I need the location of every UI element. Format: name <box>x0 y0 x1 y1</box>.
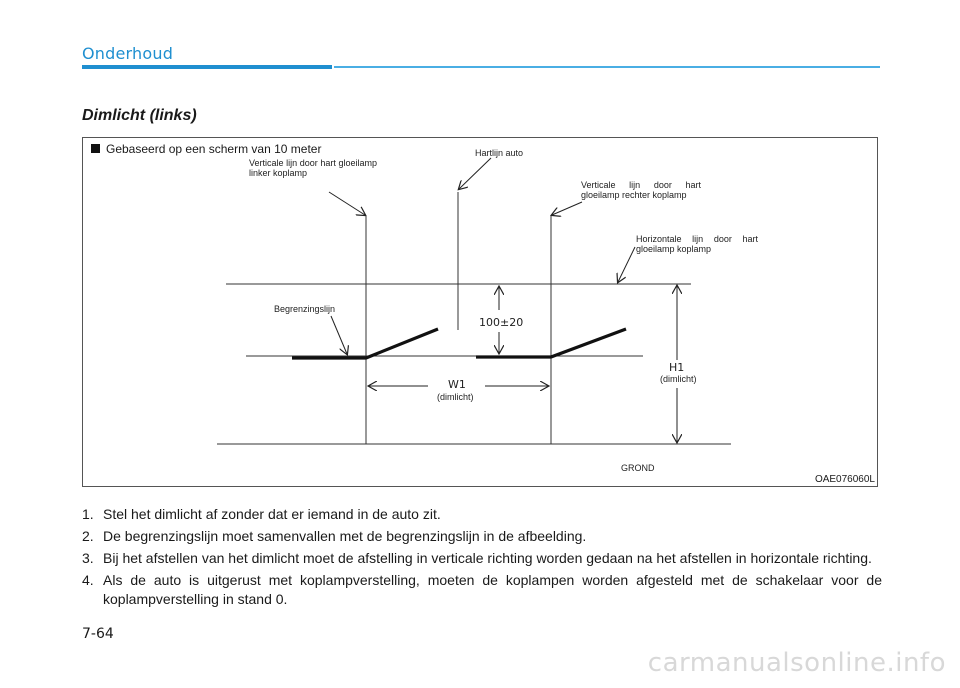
step-text: De begrenzingslijn moet samenvallen met de begrenzingslijn in de afbeelding. <box>103 528 587 544</box>
centerline-leader <box>459 158 491 189</box>
headlamp-aim-figure <box>82 137 878 487</box>
label-offset: 100±20 <box>479 316 524 329</box>
page-heading: Dimlicht (links) <box>82 107 197 124</box>
step-number: 2. <box>82 528 94 544</box>
page-number: 7-64 <box>82 626 114 642</box>
figure-code: OAE076060L <box>814 474 875 485</box>
label-vehicle-centerline: Hartlijn auto <box>475 148 524 158</box>
label-w1: W1 <box>448 378 466 391</box>
label-h1-sub: (dimlicht) <box>660 374 697 384</box>
step-text: Stel het dimlicht af zonder dat er iemand in de auto zit. <box>103 506 441 522</box>
label-left-vertical: Verticale lijn door hart gloeilamp linker koplamp <box>249 158 377 178</box>
left-vertical-leader <box>329 192 365 215</box>
step-number: 3. <box>82 550 94 566</box>
list-item <box>82 505 882 524</box>
figure-caption: Gebaseerd op een scherm van 10 meter <box>91 142 321 156</box>
cutoff-leader <box>331 316 347 354</box>
label-ground: GROND <box>621 463 655 473</box>
right-vertical-leader <box>552 202 582 215</box>
list-item <box>82 549 882 568</box>
label-horizontal-line: Horizontale lijn door hart gloeilamp koplamp <box>636 234 758 254</box>
step-number: 1. <box>82 506 94 522</box>
list-item <box>82 571 882 609</box>
label-h1: H1 <box>669 361 685 374</box>
section-label: Onderhoud <box>82 44 174 63</box>
label-w1-sub: (dimlicht) <box>437 392 474 402</box>
square-bullet-icon <box>91 144 100 153</box>
watermark: carmanualsonline.info <box>647 648 946 678</box>
horizontal-leader <box>618 247 635 282</box>
label-cutoff-line: Begrenzingslijn <box>274 304 336 314</box>
step-number: 4. <box>82 572 94 588</box>
list-item <box>82 527 882 546</box>
step-text: Bij het afstellen van het dimlicht moet de afstelling in verticale richting worden gedaan na het afstellen in horizontale richting. <box>103 550 872 566</box>
header-rule-thin <box>334 66 880 68</box>
label-right-vertical: Verticale lijn door hart gloeilamp rechter koplamp <box>581 180 701 200</box>
left-cutoff-pattern <box>292 329 438 358</box>
aim-diagram <box>83 138 879 488</box>
instruction-list <box>82 505 882 612</box>
header-rule <box>82 65 332 69</box>
step-text: Als de auto is uitgerust met koplampverstelling, moeten de koplampen worden afgesteld met de schakelaar voor de koplampverstelling in stand 0. <box>103 572 882 607</box>
